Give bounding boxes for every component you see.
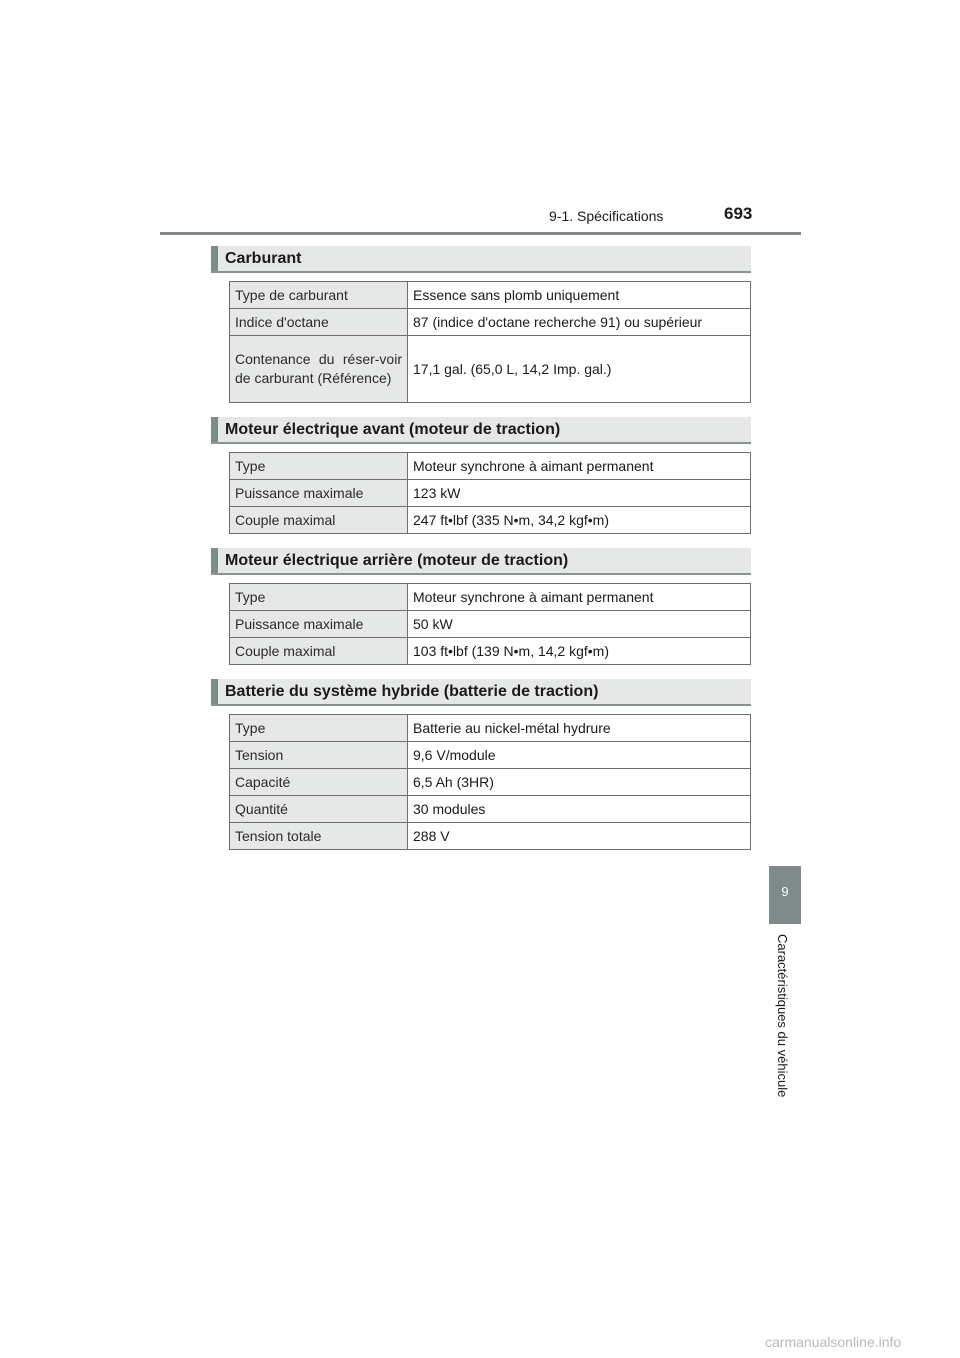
row-label: Puissance maximale <box>230 611 408 638</box>
table-row <box>230 742 751 769</box>
row-value: 50 kW <box>408 611 751 638</box>
row-value: 103 ft•lbf (139 N•m, 14,2 kgf•m) <box>408 638 751 665</box>
table-row <box>230 309 751 336</box>
chapter-tab <box>769 866 801 924</box>
row-label: Puissance maximale <box>230 480 408 507</box>
table-row <box>230 823 751 850</box>
row-value: 247 ft•lbf (335 N•m, 34,2 kgf•m) <box>408 507 751 534</box>
spec-table-hybrid-battery <box>229 714 751 850</box>
row-value: Moteur synchrone à aimant permanent <box>408 453 751 480</box>
spec-table-front-motor <box>229 452 751 534</box>
header-rule <box>160 232 801 235</box>
row-label: Type <box>230 715 408 742</box>
row-label: Contenance du réser-voir de carburant (Référence) <box>230 336 408 403</box>
section-title: Carburant <box>225 250 302 267</box>
row-value: 30 modules <box>408 796 751 823</box>
row-label: Tension totale <box>230 823 408 850</box>
row-label: Type <box>230 584 408 611</box>
section-heading-fuel <box>211 246 751 273</box>
row-label: Couple maximal <box>230 507 408 534</box>
spec-table-fuel <box>229 281 751 403</box>
row-value: 17,1 gal. (65,0 L, 14,2 Imp. gal.) <box>408 336 751 403</box>
table-row <box>230 336 751 403</box>
section-heading-rear-motor <box>211 548 751 575</box>
chapter-number: 9 <box>781 884 789 899</box>
chapter-label: Caractéristiques du véhicule <box>775 934 790 1098</box>
spec-table-rear-motor <box>229 583 751 665</box>
row-label: Couple maximal <box>230 638 408 665</box>
table-row <box>230 507 751 534</box>
table-row <box>230 769 751 796</box>
page-number: 693 <box>724 204 753 223</box>
row-label: Type de carburant <box>230 282 408 309</box>
table-row <box>230 638 751 665</box>
row-value: 6,5 Ah (3HR) <box>408 769 751 796</box>
table-row <box>230 282 751 309</box>
section-heading-front-motor <box>211 417 751 444</box>
section-marker <box>211 679 218 704</box>
table-row <box>230 796 751 823</box>
table-row <box>230 611 751 638</box>
section-marker <box>211 246 218 271</box>
table-row <box>230 480 751 507</box>
row-value: 9,6 V/module <box>408 742 751 769</box>
row-value: Batterie au nickel-métal hydrure <box>408 715 751 742</box>
row-label: Capacité <box>230 769 408 796</box>
row-value: 87 (indice d'octane recherche 91) ou supérieur <box>408 309 751 336</box>
row-label: Type <box>230 453 408 480</box>
table-row <box>230 584 751 611</box>
section-title: Batterie du système hybride (batterie de traction) <box>225 683 599 700</box>
chapter-heading: 9-1. Spécifications <box>549 208 664 224</box>
section-title: Moteur électrique avant (moteur de traction) <box>225 421 561 438</box>
row-value: Essence sans plomb uniquement <box>408 282 751 309</box>
row-value: 288 V <box>408 823 751 850</box>
row-label: Quantité <box>230 796 408 823</box>
table-row <box>230 715 751 742</box>
section-marker <box>211 417 218 442</box>
section-marker <box>211 548 218 573</box>
row-label: Tension <box>230 742 408 769</box>
table-row <box>230 453 751 480</box>
row-value: Moteur synchrone à aimant permanent <box>408 584 751 611</box>
section-heading-hybrid-battery <box>211 679 751 706</box>
row-label: Indice d'octane <box>230 309 408 336</box>
row-value: 123 kW <box>408 480 751 507</box>
section-title: Moteur électrique arrière (moteur de traction) <box>225 552 569 569</box>
watermark: carmanualsonline.info <box>765 1334 902 1350</box>
